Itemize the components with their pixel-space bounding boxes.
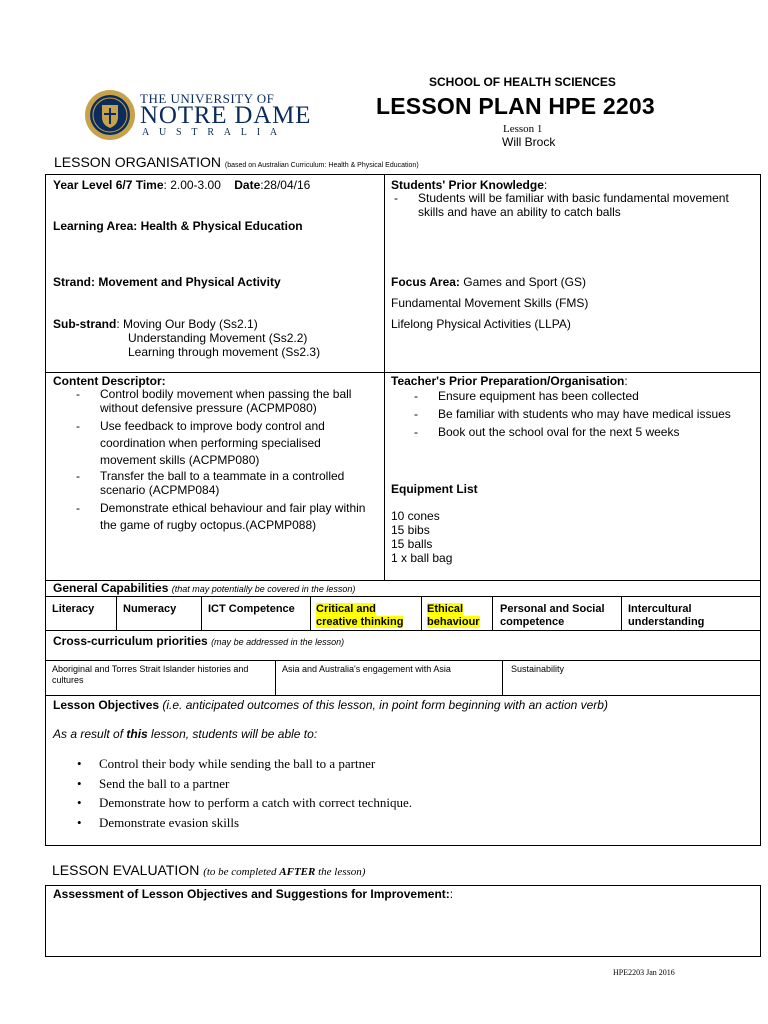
general-capabilities-heading [53, 581, 355, 596]
section-title: LESSON ORGANISATION [54, 154, 221, 170]
lesson-organisation-heading [54, 154, 419, 170]
focus-area-value: Games and Sport (GS) [459, 275, 586, 289]
note-text: (to be completed [203, 866, 280, 878]
capability-critical-creative [316, 603, 416, 629]
capability-ethical [427, 603, 487, 629]
cross-curriculum-label: Cross-curriculum priorities [53, 634, 208, 648]
list-item: - Ensure equipment has been collected [414, 389, 734, 403]
column-divider [201, 596, 202, 630]
intro-text: As a result of [53, 727, 127, 741]
equipment-item: 10 cones [391, 509, 440, 523]
university-crest-icon [84, 89, 136, 141]
list-item: - Control bodily movement when passing the ball without defensive pressure (ACPMP080) [76, 387, 376, 415]
list-item: - Transfer the ball to a teammate in a controlled scenario (ACPMP084) [76, 469, 376, 497]
teacher-prep-label: Teacher's Prior Preparation/Organisation [391, 374, 625, 388]
lesson-objectives-label: Lesson Objectives [53, 698, 160, 712]
column-divider [310, 596, 311, 630]
assessment-label: Assessment of Lesson Objectives and Suggestions for Improvement: [53, 887, 450, 901]
column-divider [116, 596, 117, 630]
highlighted-text: Ethical behaviour [427, 603, 480, 628]
capability-numeracy: Numeracy [123, 603, 177, 615]
learning-area: Learning Area: Health & Physical Education [53, 219, 303, 233]
content-descriptor-list [76, 387, 376, 534]
list-item: • Control their body while sending the ball to a partner [75, 754, 575, 774]
sub-strand-item: : Moving Our Body (Ss2.1) [116, 317, 258, 331]
equipment-item: 1 x ball bag [391, 551, 453, 565]
list-item: - Use feedback to improve body control and coordination when performing specialised movement skills (ACPMP080) [76, 418, 376, 469]
date-value: :28/04/16 [260, 178, 311, 192]
year-time-date [53, 178, 310, 192]
column-divider [384, 174, 385, 581]
capability-literacy: Literacy [52, 603, 95, 615]
teacher-prep-heading [391, 374, 628, 388]
cross-curriculum-item: Aboriginal and Torres Strait Islander histories and cultures [52, 664, 249, 685]
prior-knowledge-label: Students' Prior Knowledge [391, 178, 544, 192]
highlighted-text: Critical and creative thinking [316, 603, 404, 628]
page-title: LESSON PLAN HPE 2203 [376, 93, 655, 119]
row-divider [45, 695, 761, 696]
list-item: • Send the ball to a partner [75, 774, 575, 794]
university-logo [84, 89, 312, 141]
section-title: LESSON EVALUATION [52, 862, 200, 878]
llpa: Lifelong Physical Activities (LLPA) [391, 317, 571, 331]
section-note: (based on Australian Curriculum: Health & Physical Education) [224, 162, 419, 169]
logo-line-1: THE UNIVERSITY OF [140, 91, 275, 106]
list-item: - Be familiar with students who may have medical issues [414, 407, 734, 421]
column-divider [421, 596, 422, 630]
column-divider [502, 660, 503, 695]
footer-text: HPE2203 Jan 2016 [613, 968, 675, 977]
section-note [203, 866, 365, 878]
general-capabilities-note: (that may potentially be covered in the lesson) [171, 584, 356, 594]
list-item: • Demonstrate how to perform a catch with correct technique. [75, 793, 575, 813]
colon: : [543, 178, 548, 192]
capability-ict: ICT Competence [208, 603, 295, 615]
teacher-name: Will Brock [502, 135, 556, 149]
cross-curriculum-heading [53, 634, 344, 649]
time-value: : 2.00-3.00 [163, 178, 221, 192]
teacher-prep-list [414, 389, 734, 439]
row-divider [45, 372, 761, 373]
objectives-list [75, 754, 575, 832]
row-divider [45, 660, 761, 661]
lesson-evaluation-heading [52, 862, 365, 878]
equipment-list-label: Equipment List [391, 482, 478, 496]
logo-line-2: NOTRE DAME [140, 102, 312, 129]
capability-intercultural: Intercultural understanding [628, 603, 705, 628]
list-item: - Book out the school oval for the next 5 weeks [414, 425, 734, 439]
equipment-item: 15 balls [391, 537, 433, 551]
colon: : [449, 887, 454, 901]
date-label: Date [234, 178, 261, 192]
strand: Strand: Movement and Physical Activity [53, 275, 281, 289]
column-divider [621, 596, 622, 630]
school-name: SCHOOL OF HEALTH SCIENCES [429, 75, 616, 89]
lesson-objectives-heading [53, 698, 608, 712]
column-divider [275, 660, 276, 695]
logo-line-3: AUSTRALIA [142, 127, 287, 138]
sub-strand-item: Learning through movement (Ss2.3) [128, 345, 321, 359]
lesson-objectives-note: (i.e. anticipated outcomes of this lesson, in point form beginning with an action verb) [162, 698, 608, 712]
content-descriptor-label: Content Descriptor: [53, 374, 166, 388]
list-item: - Students will be familiar with basic fundamental movement skills and have an ability to catch balls [394, 191, 734, 219]
general-capabilities-label: General Capabilities [53, 581, 169, 595]
sub-strand-label: Sub-strand [53, 317, 117, 331]
focus-area [391, 275, 586, 289]
equipment-item: 15 bibs [391, 523, 430, 537]
cross-curriculum-note: (may be addressed in the lesson) [211, 637, 345, 647]
sub-strand [53, 317, 258, 331]
row-divider [45, 596, 761, 597]
row-divider [45, 630, 761, 631]
cross-curriculum-item: Asia and Australia's engagement with Asia [282, 664, 451, 674]
note-emphasis: AFTER [279, 866, 316, 878]
lesson-number: Lesson 1 [503, 123, 543, 135]
list-item: - Demonstrate ethical behaviour and fair play within the game of rugby octopus.(ACPMP088) [76, 500, 376, 534]
colon: : [624, 374, 628, 388]
prior-knowledge-list [394, 191, 734, 219]
focus-area-label: Focus Area: [391, 275, 460, 289]
year-level-label: Year Level 6/7 Time [53, 178, 164, 192]
fms: Fundamental Movement Skills (FMS) [391, 296, 589, 310]
prior-knowledge-heading [391, 178, 547, 192]
capability-personal-social: Personal and Social competence [500, 603, 605, 628]
intro-emphasis: this [126, 727, 148, 741]
intro-text: lesson, students will be able to: [147, 727, 318, 741]
assessment-heading [53, 887, 453, 901]
sub-strand-item: Understanding Movement (Ss2.2) [128, 331, 308, 345]
list-item: • Demonstrate evasion skills [75, 813, 575, 833]
note-text: the lesson) [315, 866, 366, 878]
column-divider [492, 596, 493, 630]
cross-curriculum-item: Sustainability [511, 664, 565, 674]
objectives-intro [53, 727, 317, 741]
